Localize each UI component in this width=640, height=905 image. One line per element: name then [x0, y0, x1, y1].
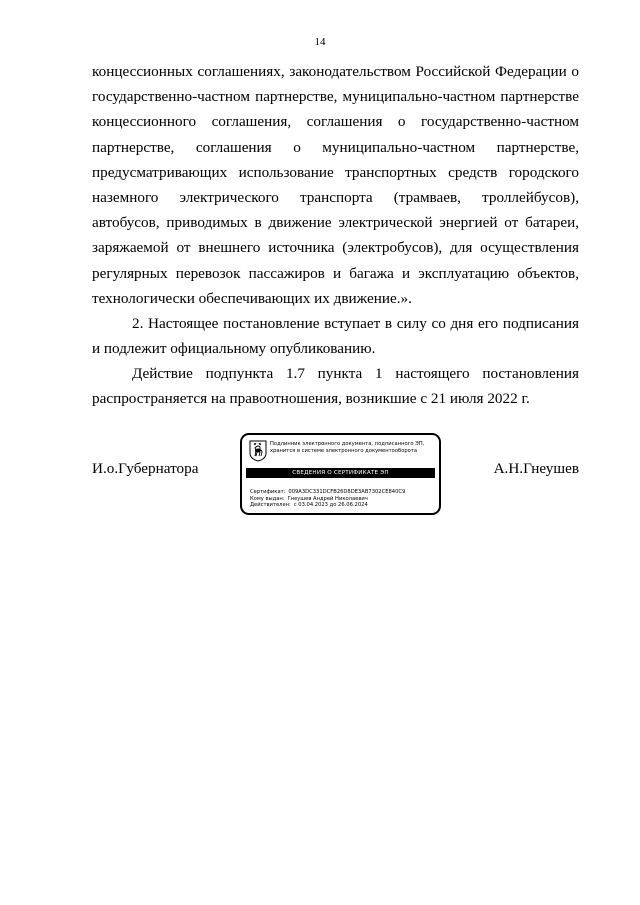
text-line: распространяется на правоотношения, возникшие с 21 июля 2022 г. [92, 390, 530, 408]
text-line: и подлежит официальному опубликованию. [92, 340, 376, 358]
text-line: наземного электрического транспорта (трамваев, троллейбусов), [92, 188, 579, 206]
text-line: государственно-частном партнерстве, муниципально-частном партнерстве [92, 88, 579, 106]
paragraph-retroactive-effect [92, 361, 579, 411]
stamp-header [270, 441, 438, 455]
stamp-header-line: хранится в системе электронного документооборота [270, 448, 418, 454]
issued-to-value: Гнеушев Андрей Николаевич [287, 495, 368, 502]
text-line: концессионного соглашения, соглашения о государственно-частном [92, 113, 579, 131]
certificate-label: Сертификат: [250, 489, 286, 495]
certificate-value: 009A3DC331DCFB26D8DE3AB7302CE840C9 [288, 489, 406, 495]
text-line: предусматривающих использование транспортных средств городского [92, 163, 579, 181]
validity-value: с 03.04.2023 до 26.06.2024 [293, 502, 368, 508]
page-number: 14 [314, 36, 326, 48]
text-line: регулярных перевозок пассажиров и багажа и эксплуатацию объектов, [92, 264, 579, 282]
text-line: Действие подпункта 1.7 пункта 1 настоящего постановления [132, 365, 579, 382]
validity-row [250, 502, 405, 509]
stamp-header-line: Подлинник электронного документа, подписанного ЭП, [270, 441, 425, 447]
deer-emblem-icon [249, 440, 267, 462]
text-line: технологически обеспечивающих их движение.». [92, 289, 412, 307]
text-line: 2. Настоящее постановление вступает в силу со дня его подписания [132, 315, 579, 332]
stamp-title-bar: СВЕДЕНИЯ О СЕРТИФИКАТЕ ЭП [246, 468, 435, 478]
text-line: партнерстве, соглашения о муниципально-частном партнерстве, [92, 138, 579, 156]
validity-label: Действителен: [250, 502, 291, 508]
paragraph-entry-into-force [92, 311, 579, 361]
text-line: концессионных соглашениях, законодательством Российской Федерации о [92, 63, 579, 80]
paragraph-continuation [92, 59, 579, 311]
signatory-position: И.о.Губернатора [92, 460, 199, 477]
electronic-signature-stamp [240, 433, 441, 515]
text-line: заряжаемой от внешнего источника (электробусов), для осуществления [92, 239, 579, 257]
signatory-name: А.Н.Гнеушев [493, 460, 579, 477]
text-line: автобусов, приводимых в движение электрической энергией от батареи, [92, 214, 579, 232]
stamp-certificate-details [250, 489, 405, 509]
issued-to-label: Кому выдан: [250, 495, 285, 502]
